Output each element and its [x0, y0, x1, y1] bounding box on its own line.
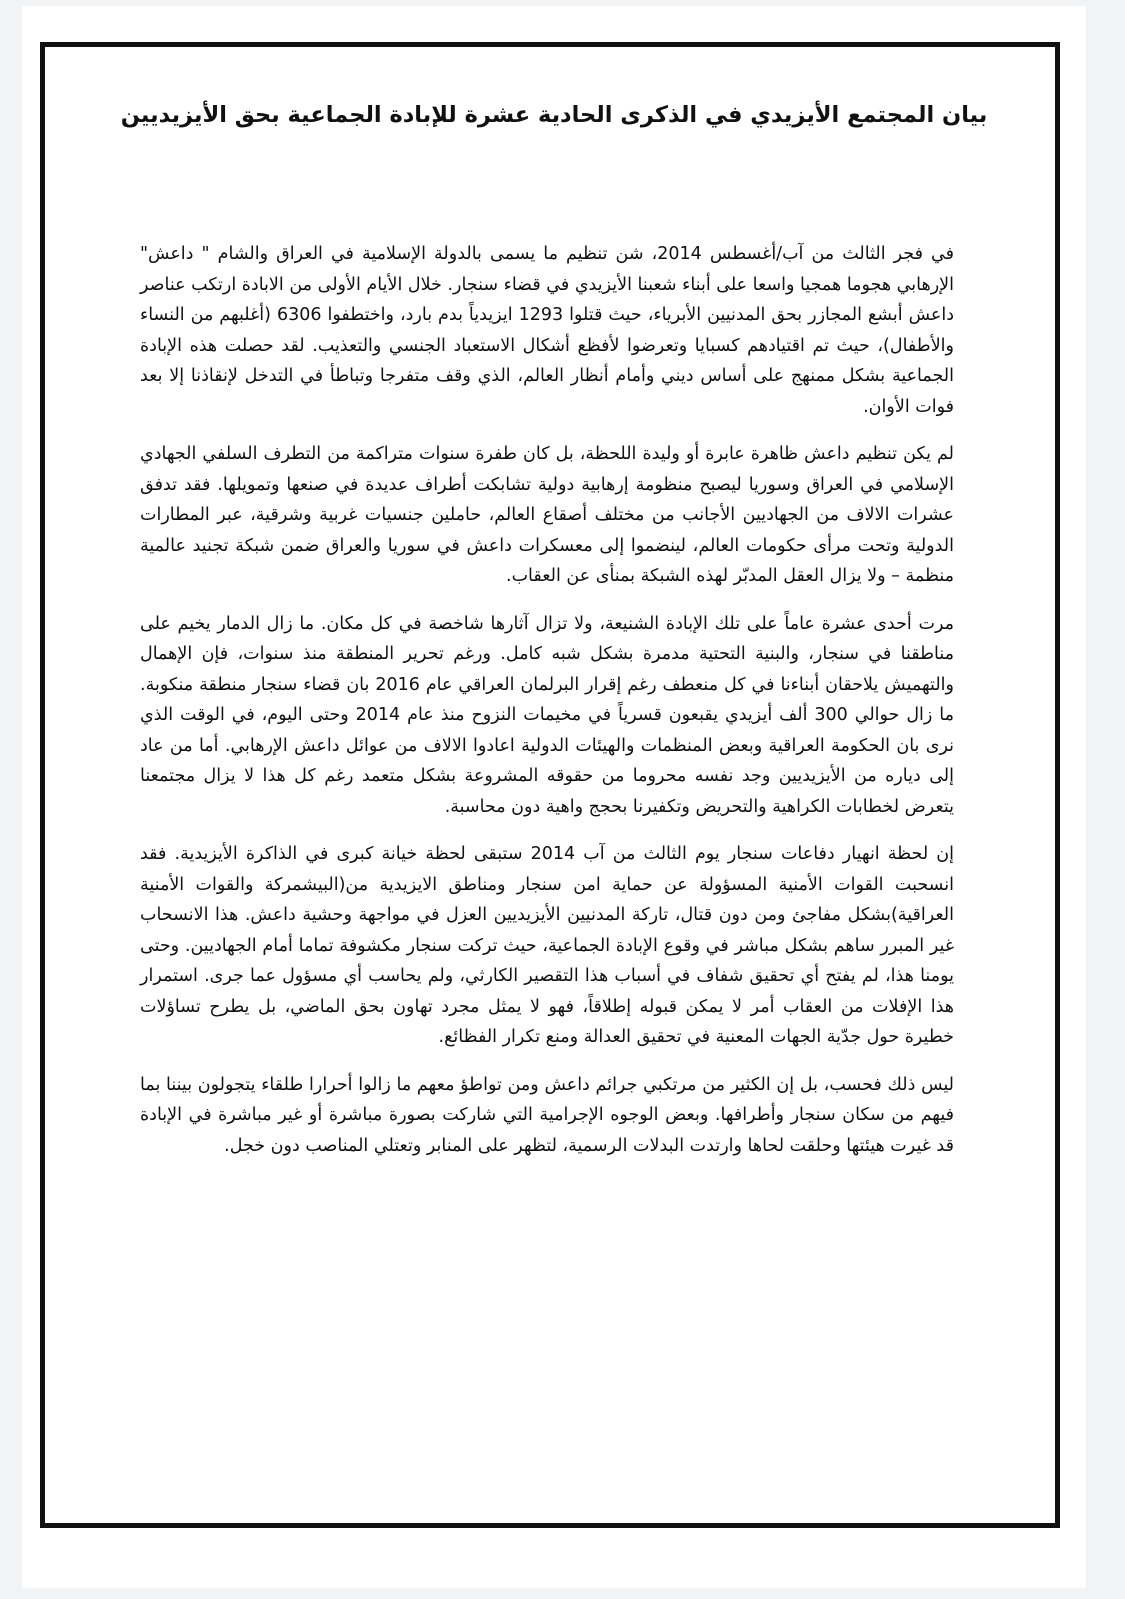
document-page	[22, 6, 1086, 1588]
paragraph-5: ليس ذلك فحسب، بل إن الكثير من مرتكبي جرائم داعش ومن تواطؤ معهم ما زالوا أحرارا طلقاء يتجولون بيننا بما فيهم من سكان سنجار وأطرافها. وبعض الوجوه الإجرامية التي شاركت بصورة مباشرة أو غير مباشرة في الإبادة قد غيرت هيئتها وحلقت لحاها وارتدت البدلات الرسمية، لتظهر على المنابر وتعتلي المناصب دون خجل.	[140, 1074, 954, 1156]
paragraph-1: في فجر الثالث من آب/أغسطس 2014، شن تنظيم ما يسمى بالدولة الإسلامية في العراق والشام " داعش" الإرهابي هجوما همجيا واسعا على أبناء شعبنا الأيزيدي في قضاء سنجار. خلال الأيام الأولى من الابادة ارتكب عناصر داعش أبشع المجازر بحق المدنيين الأبرياء، حيث قتلوا 1293 ايزيدياً بدم بارد، واختطفوا 6306 (أغلبهم من النساء والأطفال)، حيث تم اقتيادهم كسبايا وتعرضوا لأفظع أشكال الاستعباد الجنسي والتعذيب. لقد حصلت هذه الإبادة الجماعية بشكل ممنهج على أساس ديني وأمام أنظار العالم، الذي وقف متفرجا وتباطأ في التدخل لإنقاذنا إلا بعد فوات الأوان.	[140, 244, 954, 417]
statement-body	[140, 239, 954, 1178]
statement-title: بيان المجتمع الأيزيدي في الذكرى الحادية عشرة للإبادة الجماعية بحق الأيزيديين	[120, 102, 988, 128]
paragraph-3: مرت أحدى عشرة عاماً على تلك الإبادة الشنيعة، ولا تزال آثارها شاخصة في كل مكان. ما زال الدمار يخيم على مناطقنا في سنجار، والبنية التحتية مدمرة بشكل شبه كامل. ورغم تحرير المنطقة منذ سنوات، فإن الإهمال والتهميش يلاحقان أبناءنا في كل منعطف رغم إقرار البرلمان العراقي عام 2016 بان قضاء سنجار منطقة منكوبة. ما زال حوالي 300 ألف أيزيدي يقبعون قسرياً في مخيمات النزوح منذ عام 2014 وحتى اليوم، في الوقت الذي نرى بان الحكومة العراقية وبعض المنظمات والهيئات الدولية اعادوا الالاف من عوائل داعش الإرهابي. أما من عاد إلى دياره من الأيزيديين وجد نفسه محروما من حقوقه المشروعة بشكل متعمد رغم كل هذا لا يزال مجتمعنا يتعرض لخطابات الكراهية والتحريض وتكفيرنا بحجج واهية دون محاسبة.	[140, 613, 954, 817]
paragraph-4: إن لحظة انهيار دفاعات سنجار يوم الثالث من آب 2014 ستبقى لحظة خيانة كبرى في الذاكرة الأيزيدية. فقد انسحبت القوات الأمنية المسؤولة عن حماية امن سنجار ومناطق الايزيدية من(البيشمركة والقوات الأمنية العراقية)بشكل مفاجئ ومن دون قتال، تاركة المدنيين الأيزيديين العزل في مواجهة وحشية داعش. هذا الانسحاب غير المبرر ساهم بشكل مباشر في وقوع الإبادة الجماعية، حيث تركت سنجار مكشوفة تماما أمام الجهاديين. وحتى يومنا هذا، لم يفتح أي تحقيق شفاف في أسباب هذا التقصير الكارثي، ولم يحاسب أي مسؤول عما جرى. استمرار هذا الإفلات من العقاب أمر لا يمكن قبوله إطلاقاً، فهو لا يمثل مجرد تهاون بحق الماضي، بل يطرح تساؤلات خطيرة حول جدّية الجهات المعنية في تحقيق العدالة ومنع تكرار الفظائع.	[140, 844, 954, 1047]
paragraph-2: لم يكن تنظيم داعش ظاهرة عابرة أو وليدة اللحظة، بل كان طفرة سنوات متراكمة من التطرف السلفي الجهادي الإسلامي في العراق وسوريا ليصبح منظومة إرهابية دولية تشابكت أطراف عديدة في صنعها وتمويلها. فقد تدفق عشرات الالاف من الجهاديين الأجانب من مختلف أصقاع العالم، حاملين جنسيات غربية وشرقية، عبر المطارات الدولية وتحت مرأى حكومات العالم، لينضموا إلى معسكرات داعش في سوريا والعراق ضمن شبكة تجنيد عالمية منظمة – ولا يزال العقل المدبّر لهذه الشبكة بمنأى عن العقاب.	[140, 444, 954, 586]
